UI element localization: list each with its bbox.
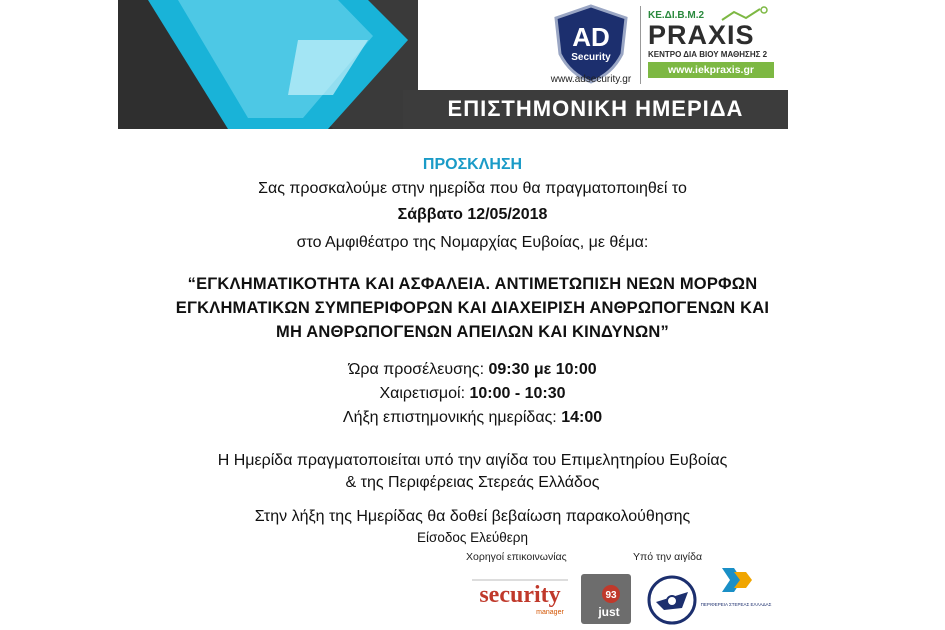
- praxis-subtitle: ΚΕΝΤΡΟ ΔΙΑ ΒΙΟΥ ΜΑΘΗΣΗΣ 2: [648, 50, 768, 59]
- svg-text:ΠΕΡΙΦΕΡΕΙΑ ΣΤΕΡΕΑΣ ΕΛΛΑΔΑΣ: ΠΕΡΙΦΕΡΕΙΑ ΣΤΕΡΕΑΣ ΕΛΛΑΔΑΣ: [700, 602, 772, 607]
- auspices-line-1: Η Ημερίδα πραγματοποιείται υπό την αιγίδα του Επιμελητηρίου Ευβοίας: [217, 452, 728, 469]
- ad-security-url: www.adsecurity.gr: [550, 74, 632, 85]
- security-manager-logo: [466, 572, 574, 620]
- header-banner: [118, 0, 788, 129]
- svg-text:manager: manager: [536, 609, 564, 616]
- svg-text:Security: Security: [571, 52, 611, 63]
- event-type-title: ΕΠΙΣΤΗΜΟΝΙΚΗ ΗΜΕΡΙΔΑ: [447, 96, 744, 121]
- praxis-acronym: ΚΕ.ΔΙ.Β.Μ.2: [648, 10, 705, 21]
- svg-text:just: just: [598, 605, 620, 619]
- auspices-label: Υπό την αιγίδα: [633, 551, 703, 563]
- chamber-of-evia-logo: [642, 574, 702, 626]
- media-sponsors-label: Χορηγοί επικοινωνίας: [466, 551, 567, 563]
- invitation-heading: ΠΡΟΣΚΛΗΣΗ: [422, 156, 523, 173]
- praxis-logo-text: PRAXIS: [648, 20, 755, 50]
- schedule-end: Λήξη επιστημονικής ημερίδας: 14:00: [342, 409, 603, 426]
- ad-security-logo: [552, 4, 630, 84]
- certificate-note: Στην λήξη της Ημερίδας θα δοθεί βεβαίωση παρακολούθησης: [254, 508, 691, 525]
- just-radio-logo: [581, 574, 631, 624]
- schedule-arrival: Ώρα προσέλευσης: 09:30 με 10:00: [348, 361, 597, 378]
- auspices-line-2: & της Περιφέρειας Στερεάς Ελλάδος: [345, 474, 600, 491]
- event-venue: στο Αμφιθέατρο της Νομαρχίας Ευβοίας, με θέμα:: [296, 234, 649, 251]
- invitation-intro: Σας προσκαλούμε στην ημερίδα που θα πραγματοποιηθεί το: [258, 180, 687, 197]
- sterea-ellada-region-logo: [700, 566, 772, 624]
- svg-text:93: 93: [605, 590, 617, 601]
- schedule-greetings: Χαιρετισμοί: 10:00 - 10:30: [379, 385, 566, 402]
- topic-line-1: “ΕΓΚΛΗΜΑΤΙΚΟΤΗΤΑ ΚΑΙ ΑΣΦΑΛΕΙΑ. ΑΝΤΙΜΕΤΩΠΙΣΗ ΝΕΩΝ ΜΟΡΦΩΝ: [187, 275, 758, 293]
- svg-text:AD: AD: [572, 22, 610, 52]
- blue-stripe-graphic: [118, 0, 408, 129]
- praxis-url: www.iekpraxis.gr: [648, 62, 774, 78]
- event-date: Σάββατο 12/05/2018: [397, 206, 548, 223]
- topic-line-3: ΜΗ ΑΝΘΡΩΠΟΓΕΝΩΝ ΑΠΕΙΛΩΝ ΚΑΙ ΚΙΝΔΥΝΩΝ”: [276, 323, 669, 341]
- topic-line-2: ΕΓΚΛΗΜΑΤΙΚΩΝ ΣΥΜΠΕΡΙΦΟΡΩΝ ΚΑΙ ΔΙΑΧΕΙΡΙΣΗ ΑΝΘΡΩΠΟΓΕΝΩΝ ΚΑΙ: [175, 299, 770, 317]
- free-entry-note: Είσοδος Ελεύθερη: [417, 530, 528, 545]
- svg-text:security: security: [479, 582, 561, 608]
